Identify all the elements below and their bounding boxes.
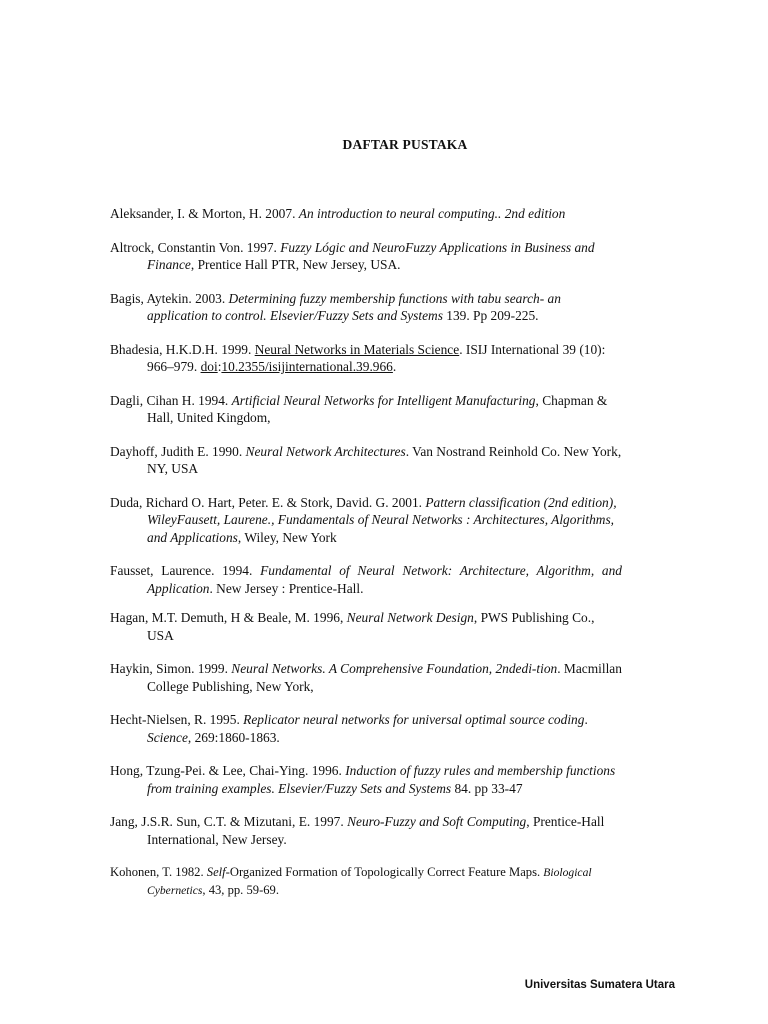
ref-publisher: . Macmillan College Publishing, New York,: [147, 661, 622, 694]
ref-publisher: 84. pp 33-47: [451, 780, 523, 796]
ref-title: Neuro-Fuzzy and Soft Computing: [347, 814, 527, 829]
reference-kohonen: [110, 864, 622, 899]
ref-title: Determining fuzzy membership functions with tabu search- an application to control. Elsevier/Fuzzy Sets and Systems: [147, 290, 561, 323]
reference-duda: [110, 494, 622, 547]
ref-authors: Jang, J.S.R. Sun, C.T. & Mizutani, E. 1997.: [110, 814, 348, 829]
ref-title: Neural Network Architectures: [245, 443, 406, 459]
ref-title: Fuzzy Lógic and NeuroFuzzy Applications in Business and Finance: [147, 239, 595, 272]
ref-authors: Bhadesia, H.K.D.H. 1999.: [110, 341, 255, 357]
ref-title: Neural Networks. A Comprehensive Foundation, 2ndedi-tion: [231, 661, 558, 676]
ref-publisher: , PWS Publishing Co., USA: [147, 610, 595, 643]
reference-jang: [110, 813, 622, 848]
ref-title-link[interactable]: Neural Networks in Materials Science: [254, 341, 460, 357]
ref-title: Replicator neural networks for universal optimal source coding: [243, 712, 585, 727]
reference-bhadesia: [110, 341, 622, 376]
ref-journal: . ISIJ International 39 (10): 966–979.: [147, 341, 606, 374]
reference-bagis: [110, 290, 622, 325]
ref-publisher: , Prentice-Hall International, New Jersey.: [147, 814, 605, 847]
ref-authors: Hong, Tzung-Pei. & Lee, Chai-Ying. 1996.: [110, 763, 346, 778]
ref-publisher: , Prentice Hall PTR, New Jersey, USA.: [190, 257, 401, 272]
ref-journal: Science: [147, 729, 188, 745]
ref-authors: Haykin, Simon. 1999.: [110, 661, 232, 676]
ref-publisher: , 269:1860-1863.: [187, 729, 280, 745]
doi-link[interactable]: doi: [200, 359, 218, 374]
ref-authors: Dagli, Cihan H. 1994.: [110, 392, 232, 408]
footer-university: Universitas Sumatera Utara: [524, 979, 675, 991]
ref-authors: Fausset, Laurence. 1994.: [110, 563, 261, 578]
ref-journal: Biological Cybernetics: [147, 866, 592, 897]
ref-authors: Duda, Richard O. Hart, Peter. E. & Stork, David. G. 2001.: [110, 494, 426, 510]
ref-publisher: 139. Pp 209-225.: [442, 308, 539, 323]
ref-authors: Hagan, M.T. Demuth, H & Beale, M. 1996,: [110, 610, 347, 625]
ref-authors: Aleksander, I. & Morton, H. 2007.: [110, 206, 299, 221]
ref-end: .: [392, 359, 397, 374]
ref-title-rest: -Organized Formation of Topologically Correct Feature Maps.: [225, 865, 544, 879]
ref-title: Fundamental of Neural Network: Architecture, Algorithm, and Application: [147, 563, 623, 596]
ref-authors: Dayhoff, Judith E. 1990.: [110, 443, 246, 459]
ref-publisher: , Wiley, New York: [237, 529, 337, 545]
ref-authors: Kohonen, T. 1982.: [110, 865, 207, 879]
ref-authors: Altrock, Constantin Von. 1997.: [110, 239, 281, 255]
reference-hecht-nielsen: [110, 711, 622, 746]
reference-haykin: [110, 660, 622, 695]
ref-authors: Hecht-Nielsen, R. 1995.: [110, 712, 244, 727]
doi-number-link[interactable]: 10.2355/isijinternational.39.966: [221, 359, 393, 374]
reference-hong: [110, 762, 622, 797]
ref-separator: .: [584, 712, 588, 727]
reference-dayhoff: [110, 443, 622, 478]
page-title: DAFTAR PUSTAKA: [342, 137, 468, 152]
reference-hagan: [110, 609, 622, 644]
ref-publisher: . New Jersey : Prentice-Hall.: [209, 580, 364, 596]
ref-title: Induction of fuzzy rules and membership functions from training examples. Elsevier/Fuzzy Sets and Systems: [147, 763, 616, 796]
ref-publisher: , 43, pp. 59-69.: [202, 882, 279, 897]
reference-fausset: [110, 562, 622, 597]
reference-list: [110, 205, 622, 915]
ref-publisher: , Chapman & Hall, United Kingdom,: [147, 392, 608, 425]
reference-dagli: [110, 392, 622, 427]
ref-title: Self: [206, 865, 226, 879]
ref-title: Pattern classification (2nd edition), WileyFausett, Laurene., Fundamentals of Neural Networks : Architectures, Algorithms, and Applications: [147, 494, 617, 545]
ref-publisher: . Van Nostrand Reinhold Co. New York, NY, USA: [147, 443, 622, 476]
ref-authors: Bagis, Aytekin. 2003.: [110, 290, 229, 306]
doi-colon: :: [217, 359, 222, 374]
ref-title: Artificial Neural Networks for Intelligent Manufacturing: [231, 392, 536, 408]
reference-aleksander: [110, 205, 622, 223]
ref-title: Neural Network Design: [346, 610, 474, 625]
reference-altrock: [110, 239, 622, 274]
ref-title: An introduction to neural computing.. 2nd edition: [298, 206, 566, 221]
